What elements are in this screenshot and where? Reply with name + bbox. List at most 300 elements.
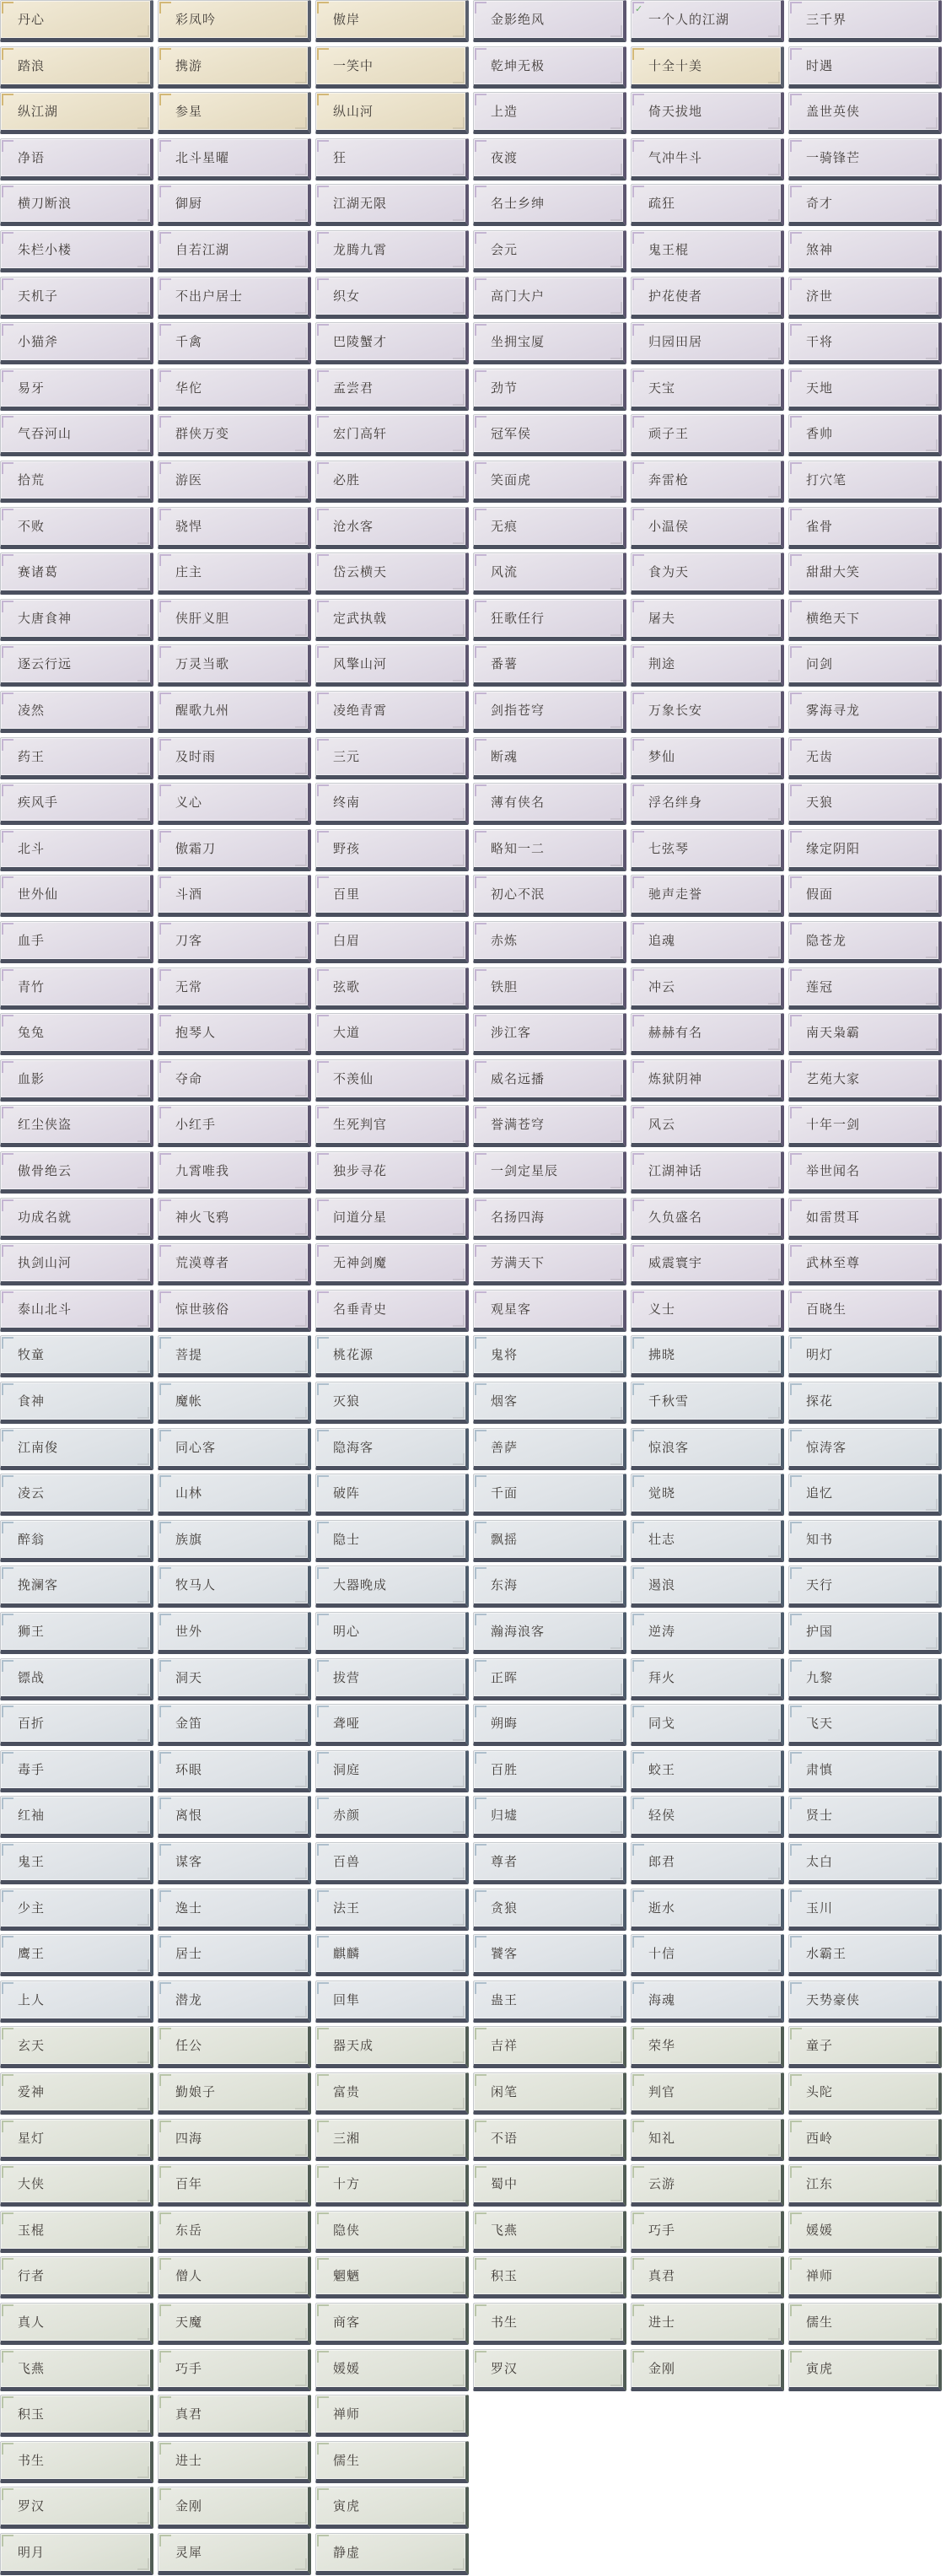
title-tile[interactable] xyxy=(788,1105,942,1147)
title-tile[interactable] xyxy=(315,2256,469,2298)
title-tile[interactable] xyxy=(315,1243,469,1285)
title-tile[interactable] xyxy=(788,1474,942,1516)
title-tile[interactable] xyxy=(788,184,942,226)
title-tile[interactable] xyxy=(788,1658,942,1700)
title-tile[interactable] xyxy=(0,2395,153,2437)
title-tile[interactable] xyxy=(315,1474,469,1516)
title-tile[interactable] xyxy=(0,1842,153,1884)
title-tile[interactable] xyxy=(0,967,153,1010)
title-tile[interactable] xyxy=(788,599,942,641)
title-tile[interactable] xyxy=(473,921,626,963)
title-tile[interactable] xyxy=(0,461,153,503)
title-tile[interactable] xyxy=(158,829,311,871)
title-tile[interactable] xyxy=(315,1428,469,1470)
title-tile[interactable] xyxy=(473,1520,626,1562)
title-tile[interactable] xyxy=(473,875,626,917)
title-tile[interactable] xyxy=(473,2119,626,2161)
title-tile[interactable] xyxy=(158,414,311,456)
title-tile[interactable] xyxy=(788,875,942,917)
title-tile[interactable] xyxy=(631,1474,784,1516)
title-tile[interactable] xyxy=(788,92,942,134)
title-tile[interactable] xyxy=(315,2303,469,2345)
title-tile[interactable] xyxy=(631,552,784,595)
title-tile[interactable] xyxy=(631,783,784,825)
title-tile[interactable] xyxy=(473,552,626,595)
title-tile[interactable] xyxy=(315,230,469,272)
title-tile[interactable] xyxy=(631,0,784,42)
title-tile[interactable] xyxy=(473,1889,626,1931)
title-tile[interactable] xyxy=(631,1382,784,1424)
title-tile[interactable] xyxy=(158,2533,311,2575)
title-tile[interactable] xyxy=(473,461,626,503)
title-tile[interactable] xyxy=(315,644,469,687)
title-tile[interactable] xyxy=(158,1796,311,1838)
title-tile[interactable] xyxy=(473,1382,626,1424)
title-tile[interactable] xyxy=(0,737,153,779)
title-tile[interactable] xyxy=(788,691,942,733)
title-tile[interactable] xyxy=(631,1059,784,1102)
title-tile[interactable] xyxy=(788,1796,942,1838)
title-tile[interactable] xyxy=(158,369,311,411)
title-tile[interactable] xyxy=(0,230,153,272)
title-tile[interactable] xyxy=(788,2026,942,2068)
title-tile[interactable] xyxy=(631,1889,784,1931)
title-tile[interactable] xyxy=(473,1428,626,1470)
title-tile[interactable] xyxy=(315,1059,469,1102)
title-tile[interactable] xyxy=(315,92,469,134)
title-tile[interactable] xyxy=(631,507,784,549)
title-tile[interactable] xyxy=(0,1612,153,1654)
title-tile[interactable] xyxy=(315,2119,469,2161)
title-tile[interactable] xyxy=(631,1105,784,1147)
title-tile[interactable] xyxy=(631,92,784,134)
title-tile[interactable] xyxy=(631,1612,784,1654)
title-tile[interactable] xyxy=(788,829,942,871)
title-tile[interactable] xyxy=(0,2441,153,2483)
title-tile[interactable] xyxy=(158,1934,311,1976)
title-tile[interactable] xyxy=(315,1335,469,1377)
title-tile[interactable] xyxy=(788,414,942,456)
title-tile[interactable] xyxy=(315,875,469,917)
title-tile[interactable] xyxy=(158,46,311,89)
title-tile[interactable] xyxy=(158,1105,311,1147)
title-tile[interactable] xyxy=(158,1704,311,1746)
title-tile[interactable] xyxy=(0,0,153,42)
title-tile[interactable] xyxy=(473,829,626,871)
title-tile[interactable] xyxy=(631,322,784,364)
title-tile[interactable] xyxy=(631,691,784,733)
title-tile[interactable] xyxy=(315,552,469,595)
title-tile[interactable] xyxy=(788,46,942,89)
title-tile[interactable] xyxy=(788,2072,942,2115)
title-tile[interactable] xyxy=(0,92,153,134)
title-tile[interactable] xyxy=(631,1750,784,1792)
title-tile[interactable] xyxy=(473,1335,626,1377)
title-tile[interactable] xyxy=(631,737,784,779)
title-tile[interactable] xyxy=(315,1520,469,1562)
title-tile[interactable] xyxy=(473,1105,626,1147)
title-tile[interactable] xyxy=(788,1428,942,1470)
title-tile[interactable] xyxy=(788,1382,942,1424)
title-tile[interactable] xyxy=(158,1566,311,1608)
title-tile[interactable] xyxy=(0,138,153,181)
title-tile[interactable] xyxy=(0,2119,153,2161)
title-tile[interactable] xyxy=(158,1013,311,1055)
title-tile[interactable] xyxy=(0,2072,153,2115)
title-tile[interactable] xyxy=(473,691,626,733)
title-tile[interactable] xyxy=(473,2026,626,2068)
title-tile[interactable] xyxy=(788,1013,942,1055)
title-tile[interactable] xyxy=(315,369,469,411)
title-tile[interactable] xyxy=(0,507,153,549)
title-tile[interactable] xyxy=(0,691,153,733)
title-tile[interactable] xyxy=(0,414,153,456)
title-tile[interactable] xyxy=(158,1474,311,1516)
title-tile[interactable] xyxy=(473,184,626,226)
title-tile[interactable] xyxy=(315,1889,469,1931)
title-tile[interactable] xyxy=(473,2349,626,2391)
title-tile[interactable] xyxy=(631,1658,784,1700)
title-tile[interactable] xyxy=(788,644,942,687)
title-tile[interactable] xyxy=(631,1243,784,1285)
title-tile[interactable] xyxy=(315,461,469,503)
title-tile[interactable] xyxy=(315,2211,469,2253)
title-tile[interactable] xyxy=(631,1704,784,1746)
title-tile[interactable] xyxy=(788,2119,942,2161)
title-tile[interactable] xyxy=(158,1520,311,1562)
title-tile[interactable] xyxy=(158,2256,311,2298)
title-tile[interactable] xyxy=(0,1474,153,1516)
title-tile[interactable] xyxy=(788,2211,942,2253)
title-tile[interactable] xyxy=(788,1842,942,1884)
title-tile[interactable] xyxy=(0,1566,153,1608)
title-tile[interactable] xyxy=(631,1013,784,1055)
title-tile[interactable] xyxy=(158,2487,311,2529)
title-tile[interactable] xyxy=(473,414,626,456)
title-tile[interactable] xyxy=(473,1198,626,1240)
title-tile[interactable] xyxy=(315,1612,469,1654)
title-tile[interactable] xyxy=(0,783,153,825)
title-tile[interactable] xyxy=(0,1796,153,1838)
title-tile[interactable] xyxy=(473,1704,626,1746)
title-tile[interactable] xyxy=(0,1428,153,1470)
title-tile[interactable] xyxy=(473,0,626,42)
title-tile[interactable] xyxy=(788,230,942,272)
title-tile[interactable] xyxy=(315,138,469,181)
title-tile[interactable] xyxy=(315,1151,469,1194)
title-tile[interactable] xyxy=(315,599,469,641)
title-tile[interactable] xyxy=(158,1151,311,1194)
title-tile[interactable] xyxy=(158,184,311,226)
title-tile[interactable] xyxy=(473,1796,626,1838)
title-tile[interactable] xyxy=(788,2349,942,2391)
title-tile[interactable] xyxy=(631,230,784,272)
title-tile[interactable] xyxy=(788,2303,942,2345)
title-tile[interactable] xyxy=(315,737,469,779)
title-tile[interactable] xyxy=(315,1198,469,1240)
title-tile[interactable] xyxy=(631,1520,784,1562)
title-tile[interactable] xyxy=(631,184,784,226)
title-tile[interactable] xyxy=(0,1704,153,1746)
title-tile[interactable] xyxy=(473,1290,626,1332)
title-tile[interactable] xyxy=(473,46,626,89)
title-tile[interactable] xyxy=(631,138,784,181)
title-tile[interactable] xyxy=(788,1198,942,1240)
title-tile[interactable] xyxy=(158,1059,311,1102)
title-tile[interactable] xyxy=(631,1335,784,1377)
title-tile[interactable] xyxy=(473,2164,626,2207)
title-tile[interactable] xyxy=(788,1059,942,1102)
title-tile[interactable] xyxy=(0,2256,153,2298)
title-tile[interactable] xyxy=(158,138,311,181)
title-tile[interactable] xyxy=(0,1059,153,1102)
title-tile[interactable] xyxy=(0,46,153,89)
title-tile[interactable] xyxy=(158,783,311,825)
title-tile[interactable] xyxy=(158,92,311,134)
title-tile[interactable] xyxy=(631,2119,784,2161)
title-tile[interactable] xyxy=(473,1934,626,1976)
title-tile[interactable] xyxy=(788,0,942,42)
title-tile[interactable] xyxy=(788,1566,942,1608)
title-tile[interactable] xyxy=(473,1243,626,1285)
title-tile[interactable] xyxy=(158,1658,311,1700)
title-tile[interactable] xyxy=(473,1013,626,1055)
title-tile[interactable] xyxy=(315,277,469,319)
title-tile[interactable] xyxy=(788,1243,942,1285)
title-tile[interactable] xyxy=(0,599,153,641)
title-tile[interactable] xyxy=(0,1934,153,1976)
title-tile[interactable] xyxy=(158,552,311,595)
title-tile[interactable] xyxy=(158,875,311,917)
title-tile[interactable] xyxy=(315,1290,469,1332)
title-tile[interactable] xyxy=(158,1382,311,1424)
title-tile[interactable] xyxy=(788,552,942,595)
title-tile[interactable] xyxy=(315,322,469,364)
title-tile[interactable] xyxy=(0,1243,153,1285)
title-tile[interactable] xyxy=(631,1934,784,1976)
title-tile[interactable] xyxy=(158,967,311,1010)
title-tile[interactable] xyxy=(315,1704,469,1746)
title-tile[interactable] xyxy=(158,1981,311,2023)
title-tile[interactable] xyxy=(315,46,469,89)
title-tile[interactable] xyxy=(631,2026,784,2068)
title-tile[interactable] xyxy=(158,2395,311,2437)
title-tile[interactable] xyxy=(473,230,626,272)
title-tile[interactable] xyxy=(0,1105,153,1147)
title-tile[interactable] xyxy=(158,1198,311,1240)
title-tile[interactable] xyxy=(631,829,784,871)
title-tile[interactable] xyxy=(315,783,469,825)
title-tile[interactable] xyxy=(158,2119,311,2161)
title-tile[interactable] xyxy=(473,1750,626,1792)
title-tile[interactable] xyxy=(631,46,784,89)
title-tile[interactable] xyxy=(0,322,153,364)
title-tile[interactable] xyxy=(0,1198,153,1240)
title-tile[interactable] xyxy=(0,1750,153,1792)
title-tile[interactable] xyxy=(473,967,626,1010)
title-tile[interactable] xyxy=(788,921,942,963)
title-tile[interactable] xyxy=(315,2533,469,2575)
title-tile[interactable] xyxy=(158,1612,311,1654)
title-tile[interactable] xyxy=(473,2256,626,2298)
title-tile[interactable] xyxy=(631,2164,784,2207)
title-tile[interactable] xyxy=(788,322,942,364)
title-tile[interactable] xyxy=(473,1658,626,1700)
title-tile[interactable] xyxy=(788,1889,942,1931)
title-tile[interactable] xyxy=(473,322,626,364)
title-tile[interactable] xyxy=(0,1335,153,1377)
title-tile[interactable] xyxy=(631,644,784,687)
title-tile[interactable] xyxy=(788,461,942,503)
title-tile[interactable] xyxy=(473,138,626,181)
title-tile[interactable] xyxy=(473,1474,626,1516)
title-tile[interactable] xyxy=(473,2303,626,2345)
title-tile[interactable] xyxy=(158,1428,311,1470)
title-tile[interactable] xyxy=(315,1382,469,1424)
title-tile[interactable] xyxy=(0,1382,153,1424)
title-tile[interactable] xyxy=(0,829,153,871)
title-tile[interactable] xyxy=(158,461,311,503)
title-tile[interactable] xyxy=(788,369,942,411)
title-tile[interactable] xyxy=(788,1290,942,1332)
title-tile[interactable] xyxy=(315,2164,469,2207)
title-tile[interactable] xyxy=(473,507,626,549)
title-tile[interactable] xyxy=(315,1842,469,1884)
title-tile[interactable] xyxy=(158,2349,311,2391)
title-tile[interactable] xyxy=(0,1290,153,1332)
title-tile[interactable] xyxy=(0,644,153,687)
title-tile[interactable] xyxy=(788,1612,942,1654)
title-tile[interactable] xyxy=(0,184,153,226)
title-tile[interactable] xyxy=(473,783,626,825)
title-tile[interactable] xyxy=(473,599,626,641)
title-tile[interactable] xyxy=(315,414,469,456)
title-tile[interactable] xyxy=(315,1934,469,1976)
title-tile[interactable] xyxy=(158,2303,311,2345)
title-tile[interactable] xyxy=(158,0,311,42)
title-tile[interactable] xyxy=(473,92,626,134)
title-tile[interactable] xyxy=(0,2533,153,2575)
title-tile[interactable] xyxy=(631,1290,784,1332)
title-tile[interactable] xyxy=(158,2164,311,2207)
title-tile[interactable] xyxy=(788,1934,942,1976)
title-tile[interactable] xyxy=(0,2349,153,2391)
title-tile[interactable] xyxy=(631,1566,784,1608)
title-tile[interactable] xyxy=(631,967,784,1010)
title-tile[interactable] xyxy=(788,1335,942,1377)
title-tile[interactable] xyxy=(0,277,153,319)
title-tile[interactable] xyxy=(631,599,784,641)
title-tile[interactable] xyxy=(315,1105,469,1147)
title-tile[interactable] xyxy=(0,1013,153,1055)
title-tile[interactable] xyxy=(788,1981,942,2023)
title-tile[interactable] xyxy=(315,921,469,963)
title-tile[interactable] xyxy=(473,1981,626,2023)
title-tile[interactable] xyxy=(315,2026,469,2068)
title-tile[interactable] xyxy=(631,1981,784,2023)
title-tile[interactable] xyxy=(315,1658,469,1700)
title-tile[interactable] xyxy=(315,2487,469,2529)
title-tile[interactable] xyxy=(315,2441,469,2483)
title-tile[interactable] xyxy=(473,277,626,319)
title-tile[interactable] xyxy=(315,1013,469,1055)
title-tile[interactable] xyxy=(473,737,626,779)
title-tile[interactable] xyxy=(158,322,311,364)
title-tile[interactable] xyxy=(158,921,311,963)
title-tile[interactable] xyxy=(631,1842,784,1884)
title-tile[interactable] xyxy=(788,507,942,549)
title-tile[interactable] xyxy=(158,1842,311,1884)
title-tile[interactable] xyxy=(788,967,942,1010)
title-tile[interactable] xyxy=(631,921,784,963)
title-tile[interactable] xyxy=(0,2164,153,2207)
title-tile[interactable] xyxy=(0,2211,153,2253)
title-tile[interactable] xyxy=(788,737,942,779)
title-tile[interactable] xyxy=(788,1520,942,1562)
title-tile[interactable] xyxy=(0,2487,153,2529)
title-tile[interactable] xyxy=(315,0,469,42)
title-tile[interactable] xyxy=(631,1151,784,1194)
title-tile[interactable] xyxy=(158,1335,311,1377)
title-tile[interactable] xyxy=(631,461,784,503)
title-tile[interactable] xyxy=(631,277,784,319)
title-tile[interactable] xyxy=(473,1842,626,1884)
title-tile[interactable] xyxy=(0,552,153,595)
title-tile[interactable] xyxy=(158,277,311,319)
title-tile[interactable] xyxy=(0,1151,153,1194)
title-tile[interactable] xyxy=(788,1704,942,1746)
title-tile[interactable] xyxy=(315,829,469,871)
title-tile[interactable] xyxy=(315,507,469,549)
title-tile[interactable] xyxy=(0,2303,153,2345)
title-tile[interactable] xyxy=(158,691,311,733)
title-tile[interactable] xyxy=(788,1750,942,1792)
title-tile[interactable] xyxy=(631,2303,784,2345)
title-tile[interactable] xyxy=(631,2349,784,2391)
title-tile[interactable] xyxy=(315,2072,469,2115)
title-tile[interactable] xyxy=(631,2256,784,2298)
title-tile[interactable] xyxy=(788,277,942,319)
title-tile[interactable] xyxy=(158,644,311,687)
title-tile[interactable] xyxy=(0,875,153,917)
title-tile[interactable] xyxy=(0,2026,153,2068)
title-tile[interactable] xyxy=(631,369,784,411)
title-tile[interactable] xyxy=(315,2349,469,2391)
title-tile[interactable] xyxy=(788,2164,942,2207)
title-tile[interactable] xyxy=(158,1750,311,1792)
title-tile[interactable] xyxy=(315,691,469,733)
title-tile[interactable] xyxy=(315,2395,469,2437)
title-tile[interactable] xyxy=(0,921,153,963)
title-tile[interactable] xyxy=(0,1889,153,1931)
title-tile[interactable] xyxy=(315,1796,469,1838)
title-tile[interactable] xyxy=(158,2441,311,2483)
title-tile[interactable] xyxy=(631,1198,784,1240)
title-tile[interactable] xyxy=(473,1612,626,1654)
title-tile[interactable] xyxy=(473,1059,626,1102)
title-tile[interactable] xyxy=(315,1981,469,2023)
title-tile[interactable] xyxy=(158,230,311,272)
title-tile[interactable] xyxy=(158,507,311,549)
title-tile[interactable] xyxy=(0,1658,153,1700)
title-tile[interactable] xyxy=(473,644,626,687)
title-tile[interactable] xyxy=(631,414,784,456)
title-tile[interactable] xyxy=(788,783,942,825)
title-tile[interactable] xyxy=(158,2211,311,2253)
title-tile[interactable] xyxy=(631,2072,784,2115)
title-tile[interactable] xyxy=(473,2072,626,2115)
title-tile[interactable] xyxy=(315,1566,469,1608)
